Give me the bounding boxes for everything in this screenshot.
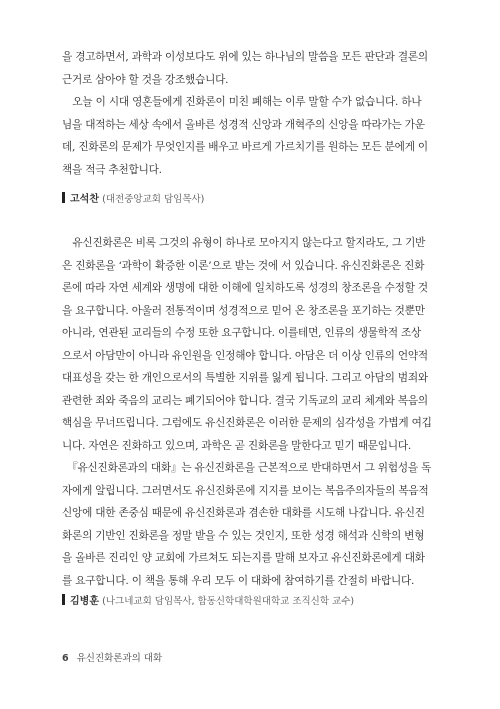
review-1-body [62,46,440,181]
review-1-line: 책을 적극 추천합니다. [62,163,162,176]
review-2-line: 『유신진화론과의 대화』는 유신진화론을 근본적으로 반대하면서 그 위험성을 독 [62,462,432,474]
attribution-bar [62,594,65,605]
review-1-attribution [62,191,204,209]
review-2-line: 유신진화론은 비록 그것의 유형이 하나로 모아지지 않는다고 할지라도, 그 기반 [62,237,426,249]
review-2-line: 아니라, 연관된 교리들의 수정 또한 요구합니다. 이를테면, 인류의 생물학적 조상 [62,327,422,339]
review-1-line: 오늘 이 시대 영혼들에게 진화론이 미친 폐해는 이루 말할 수가 없습니다. 하나 [62,96,422,108]
review-1-author-name: 고석찬 [70,194,99,205]
attribution-bar [62,192,65,203]
review-1-line: 근거로 삼아야 할 것을 강조했습니다. [62,73,229,86]
review-2-line: 대표성을 갖는 한 개인으로서의 특별한 지위를 잃게 됩니다. 그리고 아담의 범죄와 [62,372,428,384]
review-2-attribution [62,593,354,611]
review-2-line: 을 올바른 진리인 양 교회에 가르쳐도 되는지를 말해 보자고 유신진화론에게 대화 [62,552,425,564]
review-1-line: 님을 대적하는 세상 속에서 올바른 성경적 신앙과 개혁주의 신앙을 따라가는 가운 [62,118,425,131]
review-2-line: 관련한 죄와 죽음의 교리는 폐기되어야 합니다. 결국 기독교의 교리 체계와 복음의 [62,394,428,407]
review-2-body [62,232,440,592]
review-2-line: 핵심을 무너뜨립니다. 그럼에도 유신진화론은 이러한 문제의 심각성을 가볍게 여깁 [62,417,432,429]
review-2-line: 을 요구합니다. 아울러 전통적이며 성경적으로 믿어 온 창조론을 포기하는 것뿐만 [62,304,425,317]
review-2-line: 론에 따라 자연 세계와 생명에 대한 이해에 일치하도록 성경의 창조론을 수정할 것 [62,282,428,294]
review-2-author-name: 김병훈 [70,596,99,607]
review-1-author-role: (대전중앙교회 담임목사) [102,194,205,205]
review-2-author-role: (나그네교회 담임목사, 합동신학대학원대학교 조직신학 교수) [102,596,355,607]
running-title: 유신진화론과의 대화 [76,653,163,664]
review-1-line: 데, 진화론의 문제가 무엇인지를 배우고 바르게 가르치기를 원하는 모든 분에게 이 [62,141,428,153]
review-2-line: 신앙에 대한 존중심 때문에 유신진화론과 겸손한 대화를 시도해 나갑니다. 유신진 [62,507,425,519]
review-1-line: 을 경고하면서, 과학과 이성보다도 위에 있는 하나님의 말씀을 모든 판단과 결론의 [62,51,428,63]
review-2-line: 화론의 기반인 진화론을 정말 받을 수 있는 것인지, 또한 성경 해석과 신학의 변형 [62,529,425,542]
review-2-line: 으로서 아담만이 아니라 유인원을 인정해야 합니다. 아담은 더 이상 인류의 언약적 [62,349,428,362]
review-2-line: 니다. 자연은 진화하고 있으며, 과학은 곧 진화론을 말한다고 믿기 때문입니다. [62,439,412,452]
page-number: 6 [62,653,69,664]
review-2-line: 자에게 알립니다. 그러면서도 유신진화론에 지지를 보이는 복음주의자들의 복음적 [62,484,429,497]
review-2-line: 를 요구합니다. 이 책을 통해 우리 모두 이 대화에 참여하기를 간절히 바랍니다. [62,574,415,587]
review-2-line: 은 진화론을 ‘과학이 확증한 이론’으로 받는 것에 서 있습니다. 유신진화론은 진화 [62,259,425,272]
page-footer [62,650,162,664]
